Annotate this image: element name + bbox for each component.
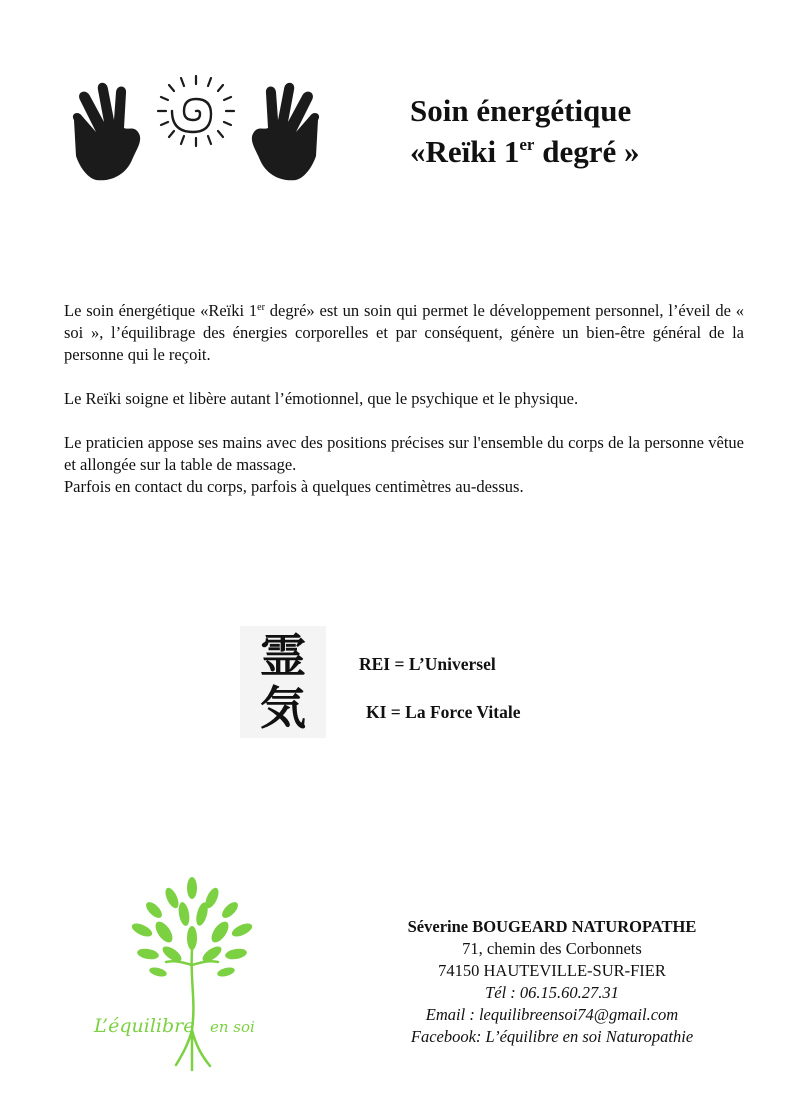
intro-paragraph-3: Le praticien appose ses mains avec des positions précises sur l'ensemble du corps de la personne vêtue et allongée sur la table de massage.	[64, 433, 744, 474]
ki-kanji: 気	[260, 681, 306, 735]
logo-text-left: L’équilibre	[94, 1015, 195, 1037]
tree-of-life-icon	[92, 870, 292, 1080]
logo-text-right: en soi	[210, 1018, 255, 1036]
title-line-2-superscript: er	[519, 135, 535, 154]
intro-paragraph-2: Le Reïki soigne et libère autant l’émotionnel, que le psychique et le physique.	[64, 389, 579, 408]
contact-city: 74150 HAUTEVILLE-SUR-FIER	[438, 961, 666, 980]
title-line-2-suffix: degré »	[534, 134, 640, 169]
rei-meaning: REI = L’Universel	[359, 654, 496, 674]
contact-block	[372, 916, 732, 1048]
rei-kanji: 霊	[260, 629, 306, 683]
intro-paragraph-1-superscript: er	[257, 302, 265, 313]
contact-facebook: Facebook: L’équilibre en soi Naturopathie	[410, 1027, 694, 1046]
title-line-2	[410, 131, 750, 172]
reiki-kanji	[240, 626, 326, 738]
contact-phone: Tél : 06.15.60.27.31	[485, 983, 619, 1002]
intro-paragraph-1	[64, 300, 744, 366]
intro-paragraph-1-prefix: Le soin énergétique «Reïki 1	[64, 301, 258, 320]
title-line-2-prefix: «Reïki 1	[410, 134, 520, 169]
contact-name: Séverine BOUGEARD NATUROPATHE	[407, 917, 697, 936]
title-line-1: Soin énergétique	[410, 93, 632, 128]
intro-paragraph-1-suffix: degré» est un soin qui permet le développement personnel, l’éveil de « soi », l’équilibrage des énergies corporelles et par conséquent, génère un bien-être général de la personne qui le reçoit.	[64, 301, 744, 364]
intro-paragraph-4: Parfois en contact du corps, parfois à quelques centimètres au-dessus.	[64, 477, 524, 496]
contact-street: 71, chemin des Corbonnets	[462, 939, 642, 958]
intro-text	[64, 300, 744, 498]
contact-email: Email : lequilibreensoi74@gmail.com	[425, 1005, 679, 1024]
healing-hands-sun-icon	[66, 70, 326, 190]
page-title	[410, 90, 750, 172]
ki-meaning: KI = La Force Vitale	[366, 702, 521, 722]
